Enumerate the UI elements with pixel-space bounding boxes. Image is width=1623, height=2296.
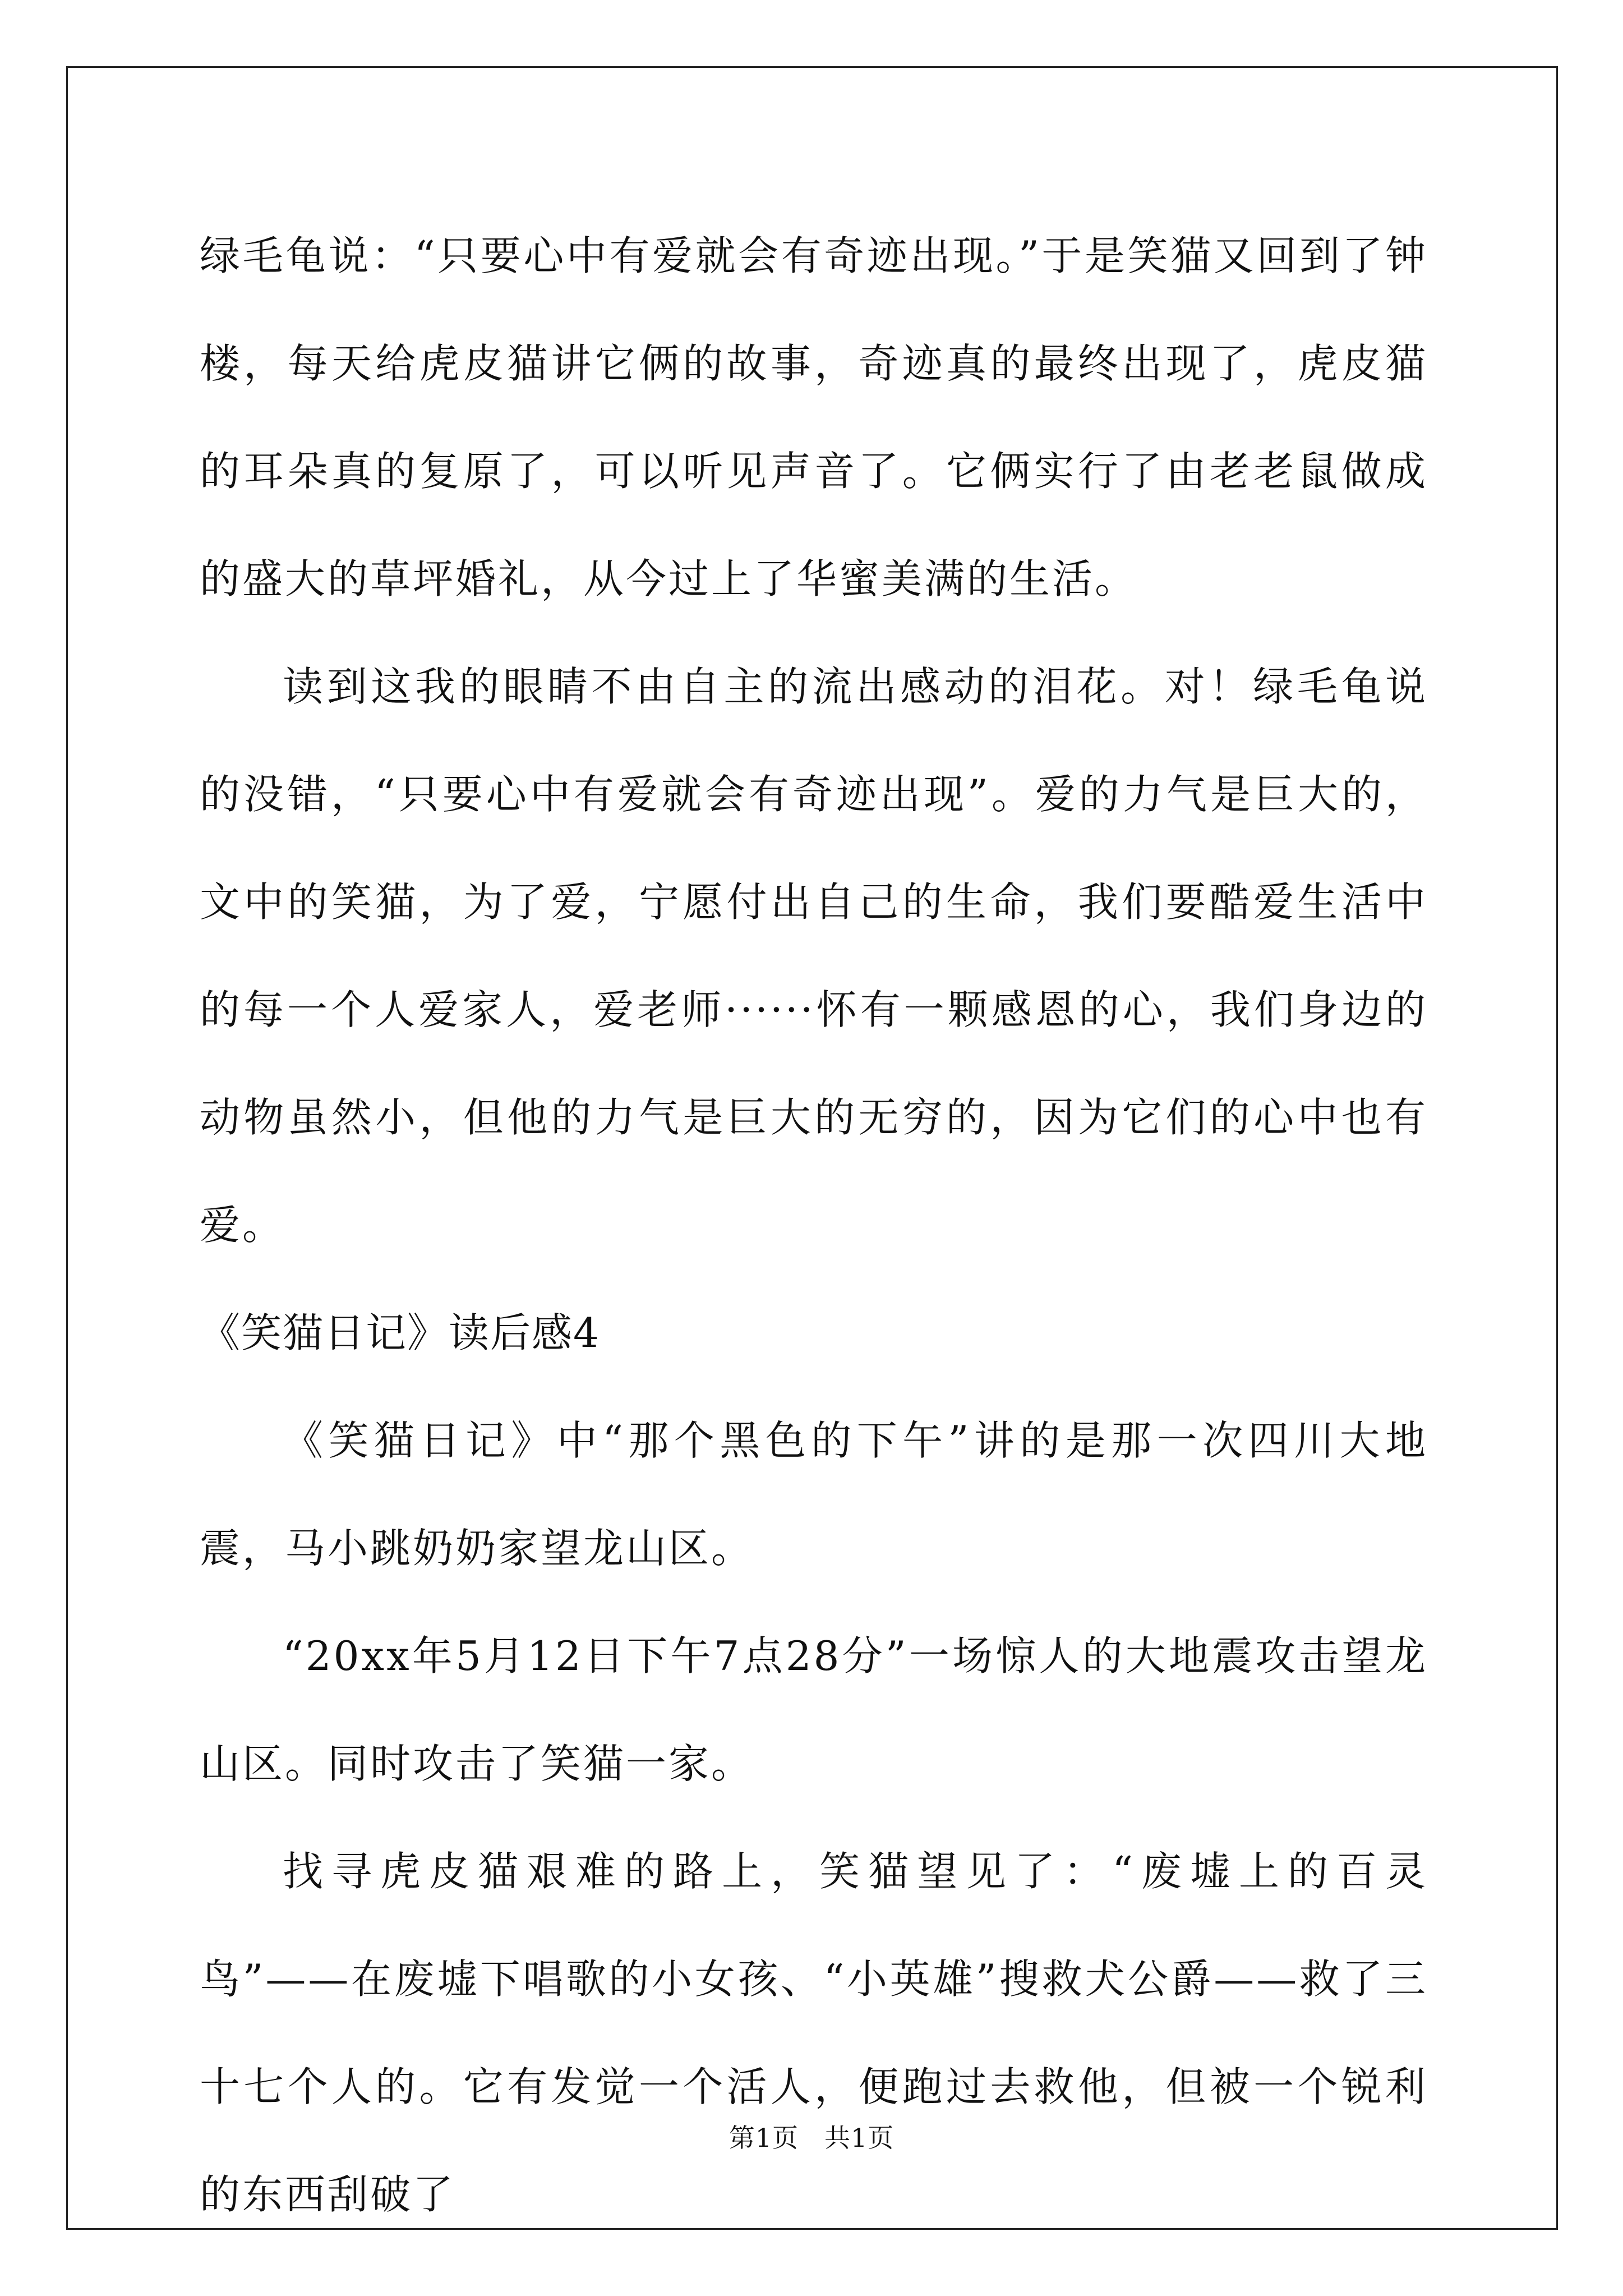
paragraph: 找寻虎皮猫艰难的路上，笑猫望见了：“废墟上的百灵鸟”——在废墟下唱歌的小女孩、“小英雄”搜救犬公爵——救了三十七个人的。它有发觉一个活人，便跑过去救他，但被一个锐利的东西刮破了 [200,1848,1428,2218]
page-total: 共1页 [824,2123,895,2153]
page-footer [0,2118,1623,2155]
page-number: 第1页 [728,2123,799,2153]
document-body [200,202,1428,2248]
paragraph: 《笑猫日记》中“那个黑色的下午”讲的是那一次四川大地震，马小跳奶奶家望龙山区。 [200,1417,1428,1572]
section-heading: 《笑猫日记》读后感4 [200,1309,600,1356]
paragraph: 读到这我的眼睛不由自主的流出感动的泪花。对！绿毛龟说的没错，“只要心中有爱就会有奇迹出现”。爱的力气是巨大的，文中的笑猫，为了爱，宁愿付出自己的生命，我们要酷爱生活中的每一个人爱家人，爱老师······怀有一颗感恩的心，我们身边的动物虽然小，但他的力气是巨大的无穷的，因为它们的心中也有爱。 [200,663,1428,1249]
paragraph: 绿毛龟说：“只要心中有爱就会有奇迹出现。”于是笑猫又回到了钟楼，每天给虎皮猫讲它俩的故事，奇迹真的最终出现了，虎皮猫的耳朵真的复原了，可以听见声音了。它俩实行了由老老鼠做成的盛大的草坪婚礼，从今过上了华蜜美满的生活。 [200,232,1428,602]
paragraph: “20xx年5月12日下午7点28分”一场惊人的大地震攻击望龙山区。同时攻击了笑猫一家。 [200,1632,1428,1787]
